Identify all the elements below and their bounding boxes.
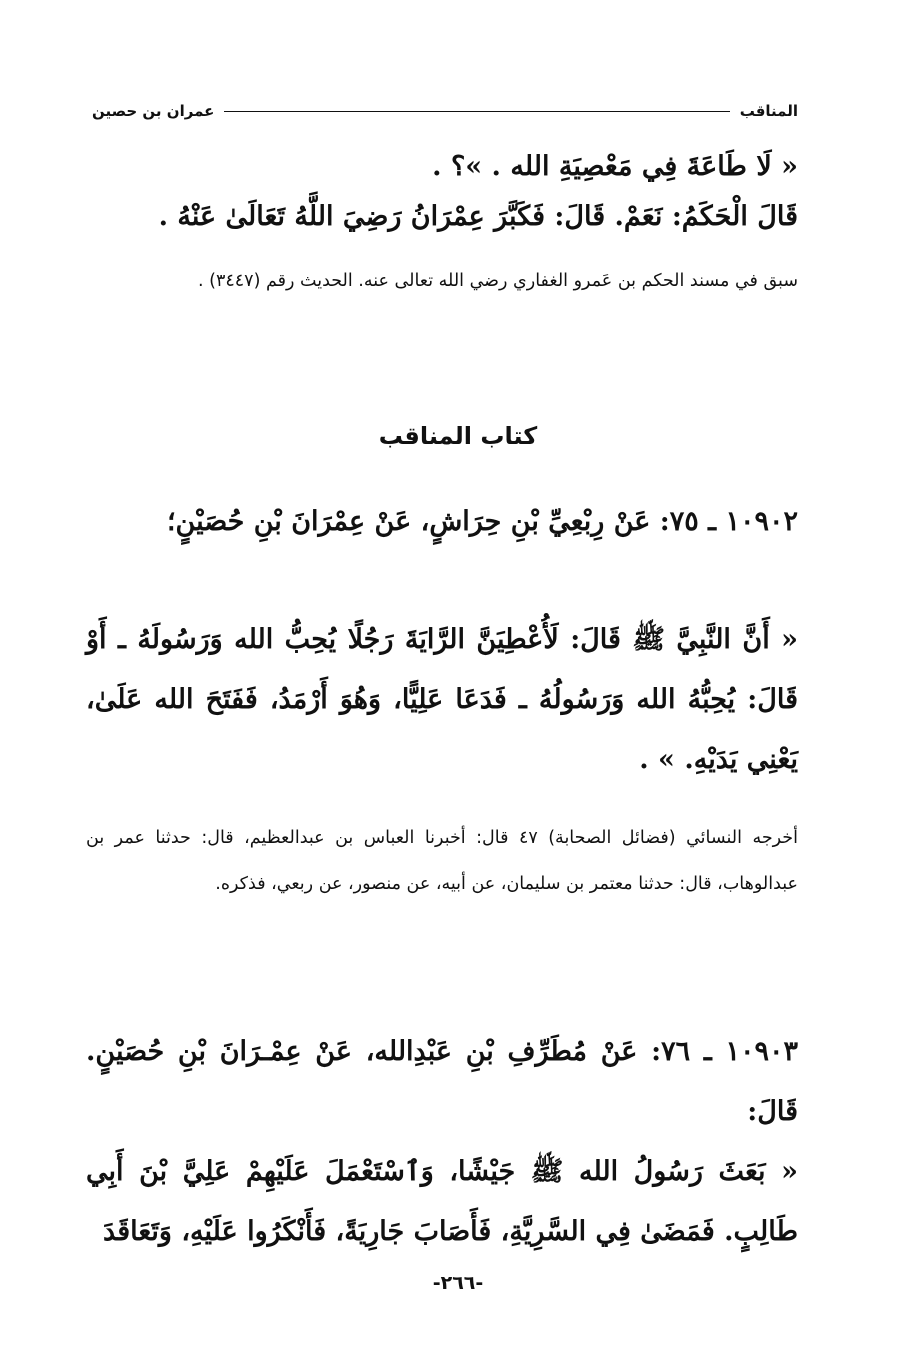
header-section-title: المناقب	[739, 102, 798, 120]
hadith-1-takhrij: أخرجه النسائي (فضائل الصحابة) ٤٧ قال: أخبرنا العباس بن عبدالعظيم، قال: حدثنا عمر بن عبدالوهاب، قال: حدثنا معتمر بن سليمان، عن أبيه، عن منصور، عن ربعي، فذكره.	[86, 828, 798, 894]
continued-reply-line: قَالَ الْحَكَمُ: نَعَمْ. قَالَ: فَكَبَّرَ عِمْرَانُ رَضِيَ اللَّهُ تَعَالَىٰ عَنْهُ .	[158, 201, 798, 232]
hadith-1-matn: « أَنَّ النَّبِيَّ ﷺ قَالَ: لَأُعْطِيَنَّ الرَّايَةَ رَجُلًا يُحِبُّ الله وَرَسُولَهُ ـ أَوْ قَالَ: يُحِبُّهُ الله وَرَسُولُهُ ـ فَدَعَا عَلِيًّا، وَهُوَ أَرْمَدُ، فَفَتَحَ الله عَلَىٰ، يَعْنِي يَدَيْهِ. » .	[86, 624, 798, 775]
hadith-2-matn: « بَعَثَ رَسُولُ الله ﷺ جَيْشًا، وَٱسْتَعْمَلَ عَلَيْهِمْ عَلِيَّ بْنَ أَبِي طَالِبٍ. فَمَضَىٰ فِي السَّرِيَّةِ، فَأَصَابَ جَارِيَةً، فَأَنْكَرُوا عَلَيْهِ، وَتَعَاقَدَ	[86, 1156, 798, 1247]
page-number: -٢٦٦-	[432, 1272, 484, 1294]
running-header	[92, 98, 798, 124]
header-rule	[224, 111, 729, 112]
hadith-1-isnad: ١٠٩٠٢ ـ ٧٥: عَنْ رِبْعِيِّ بْنِ حِرَاشٍ، عَنْ عِمْرَانَ بْنِ حُصَيْنٍ؛	[166, 506, 798, 537]
cross-reference-note: سبق في مسند الحكم بن عَمرو الغفاري رضي الله تعالى عنه. الحديث رقم (٣٤٤٧) .	[198, 271, 798, 291]
continued-quote-line: « لَا طَاعَةَ فِي مَعْصِيَةِ الله . »؟ .	[432, 151, 798, 182]
header-subject-name: عمران بن حصين	[92, 102, 215, 120]
hadith-2-isnad: ١٠٩٠٣ ـ ٧٦: عَنْ مُطَرِّفِ بْنِ عَبْدِالله، عَنْ عِمْـرَانَ بْنِ حُصَيْنٍ. قَالَ:	[86, 1036, 798, 1127]
section-heading: كتاب المناقب	[378, 422, 538, 450]
